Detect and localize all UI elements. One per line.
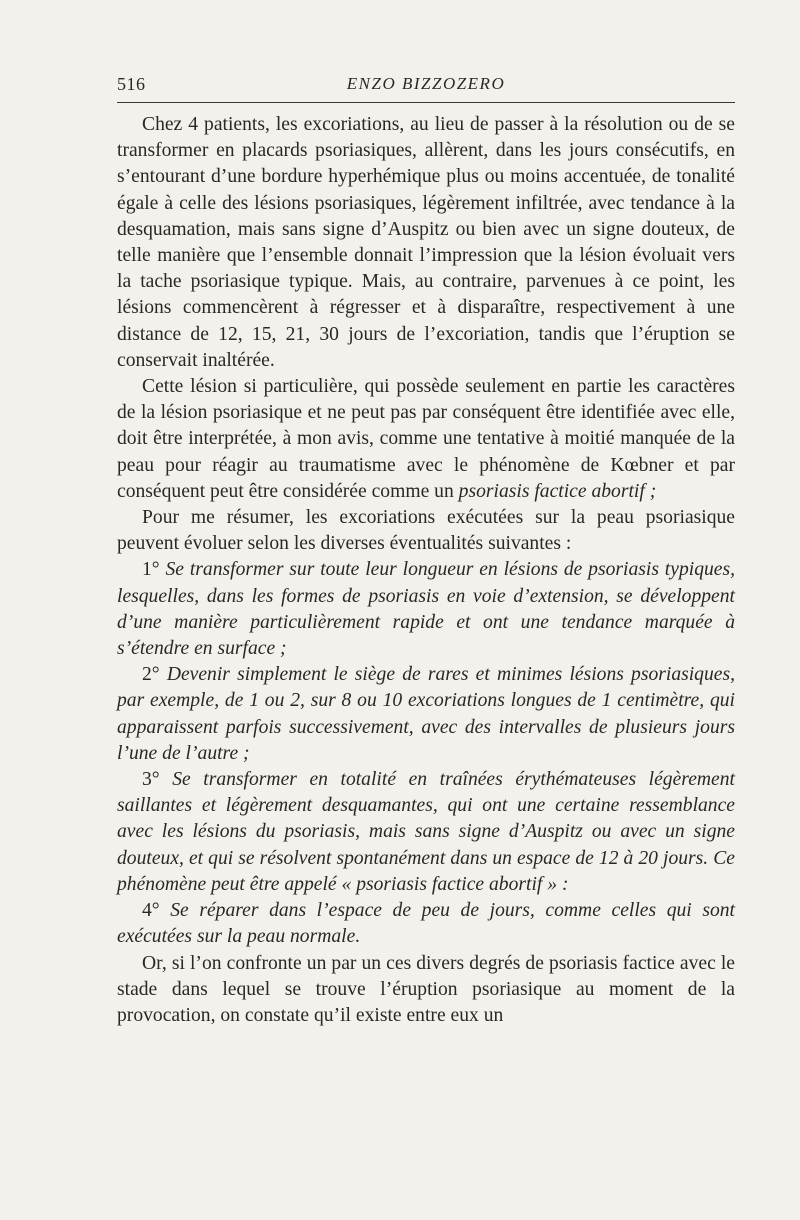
body-text [117,112,735,1029]
list-item-2 [117,662,735,767]
paragraph-last: Or, si l’on confronte un par un ces divers degrés de psoriasis factice avec le stade dans lequel se trouve l’éruption psoriasique au moment de la provocation, on constate qu’il existe entre eux un [117,952,735,1026]
list-item-3 [117,767,735,898]
paragraph-2-italic: psoriasis factice abortif ; [458,480,657,502]
page-number: 516 [117,74,146,94]
list-item-1-text: Se transformer sur toute leur longueur en lésions de psoriasis typiques, lesquelles, dans les formes de psoriasis en voie d’extension, se développent d’une manière particulièrement rapide et ont une tendance marquée à s’étendre en surface ; [117,559,736,660]
header-rule [117,102,735,103]
list-item-4-text: Se réparer dans l’espace de peu de jours, comme celles qui sont exécutées sur la peau normale. [117,900,736,948]
list-item-3-text: Se transformer en totalité en traînées érythémateuses légèrement saillantes et légèrement desquamantes, qui ont une certaine ressemblance avec les lésions du psoriasis, mais sans signe d’Auspitz ou avec un signe douteux, et qui se résolvent spontanément dans un espace de 12 à 20 jours. Ce phénomène peut être appelé « psoriasis factice abortif » : [117,769,735,895]
list-item-2-text: Devenir simplement le siège de rares et minimes lésions psoriasiques, par exemple, de 1 ou 2, sur 8 ou 10 excoriations longues de 1 centimètre, qui apparaissent parfois successivement, avec des intervalles de plusieurs jours l’une de l’autre ; [117,664,736,764]
list-item-1-number: 1° [142,559,160,581]
list-item-1 [117,557,735,662]
paragraph-2 [117,374,735,505]
paragraph-1: Chez 4 patients, les excoriations, au lieu de passer à la résolution ou de se transformer en placards psoriasiques, allèrent, dans les jours consécutifs, en s’entourant d’une bordure hyperhémique plus ou moins accentuée, de tonalité égale à celle des lésions psoriasiques, légèrement infiltrée, avec tendance à la desquamation, mais sans signe d’Auspitz ou bien avec un signe douteux, de telle manière que l’ensemble donnait l’impression que la lésion évoluait vers la tache psoriasique typique. Mais, au contraire, parvenues à ce point, les lésions commencèrent à régresser et à disparaître, respectivement à une distance de 12, 15, 21, 30 jours de l’excoriation, tandis que l’éruption se conservait inaltérée. [117,114,735,371]
page-header [117,70,735,100]
paragraph-3: Pour me résumer, les excoriations exécutées sur la peau psoriasique peuvent évoluer selon les diverses éventualités suivantes : [117,507,735,555]
list-item-3-number: 3° [142,769,160,791]
paragraph-2-text: Cette lésion si particulière, qui possède seulement en partie les caractères de la lésion psoriasique et ne peut pas par conséquent être identifiée avec elle, doit être interprétée, à mon avis, comme une tentative à moitié manquée de la peau pour réagir au traumatisme avec le phénomène de Kœbner et par conséquent peut être considérée comme un [117,376,735,502]
list-item-4-number: 4° [142,900,160,922]
list-item-4 [117,898,735,950]
running-title: ENZO BIZZOZERO [346,74,506,93]
list-item-2-number: 2° [142,664,160,686]
